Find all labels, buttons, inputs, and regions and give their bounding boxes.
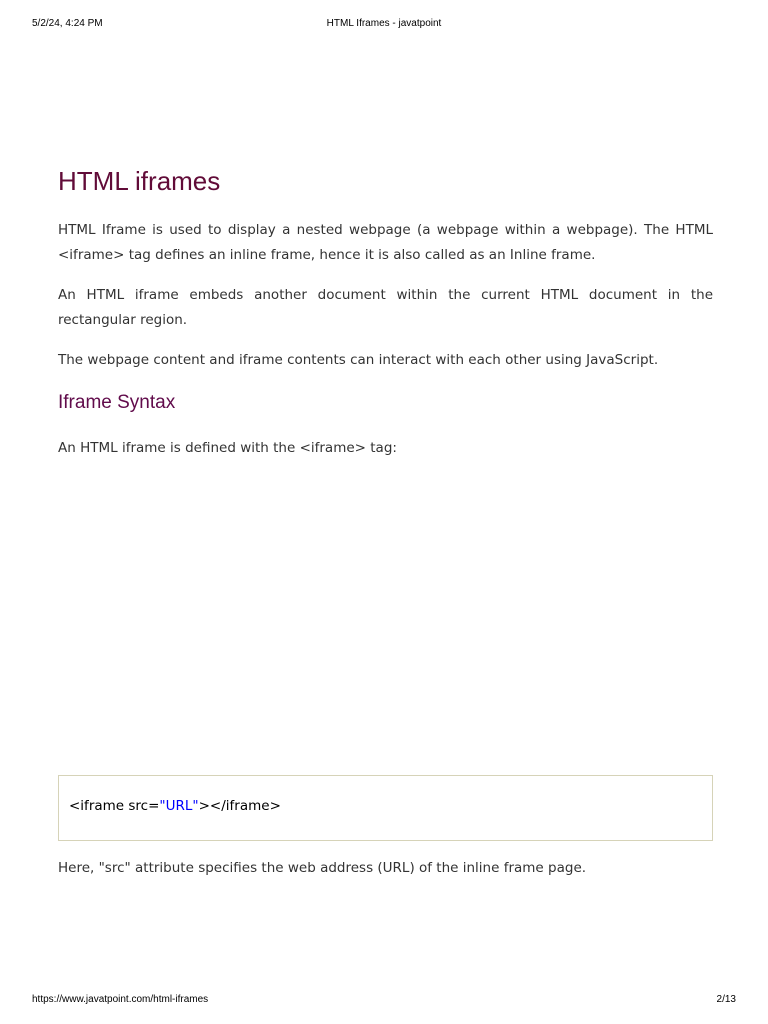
src-explanation-paragraph: Here, "src" attribute specifies the web address (URL) of the inline frame page. — [58, 860, 587, 876]
print-page-number: 2/13 — [716, 994, 736, 1005]
code-tag-open: <iframe src= — [69, 798, 160, 814]
print-header — [32, 18, 736, 32]
intro-paragraph-2: An HTML iframe embeds another document within the current HTML document in the rectangular region. — [58, 287, 713, 328]
print-url[interactable]: https://www.javatpoint.com/html-iframes — [32, 994, 209, 1005]
intro-paragraph-3: The webpage content and iframe contents can interact with each other using JavaScript. — [58, 352, 659, 368]
code-line — [69, 798, 281, 814]
print-document-title: HTML Iframes - javatpoint — [326, 18, 442, 29]
code-example-box — [58, 775, 713, 841]
code-attribute-value: "URL" — [159, 798, 199, 814]
intro-paragraph-1: HTML Iframe is used to display a nested webpage (a webpage within a webpage). The HTML <iframe> tag defines an inline frame, hence it is also called as an Inline frame. — [58, 222, 713, 263]
print-footer — [32, 994, 736, 1008]
syntax-intro-paragraph: An HTML iframe is defined with the <iframe> tag: — [58, 440, 397, 456]
code-tag-close: ></iframe> — [198, 798, 281, 814]
page-title: HTML iframes — [58, 166, 221, 196]
print-datetime: 5/2/24, 4:24 PM — [32, 18, 103, 29]
section-heading-iframe-syntax: Iframe Syntax — [58, 392, 176, 413]
